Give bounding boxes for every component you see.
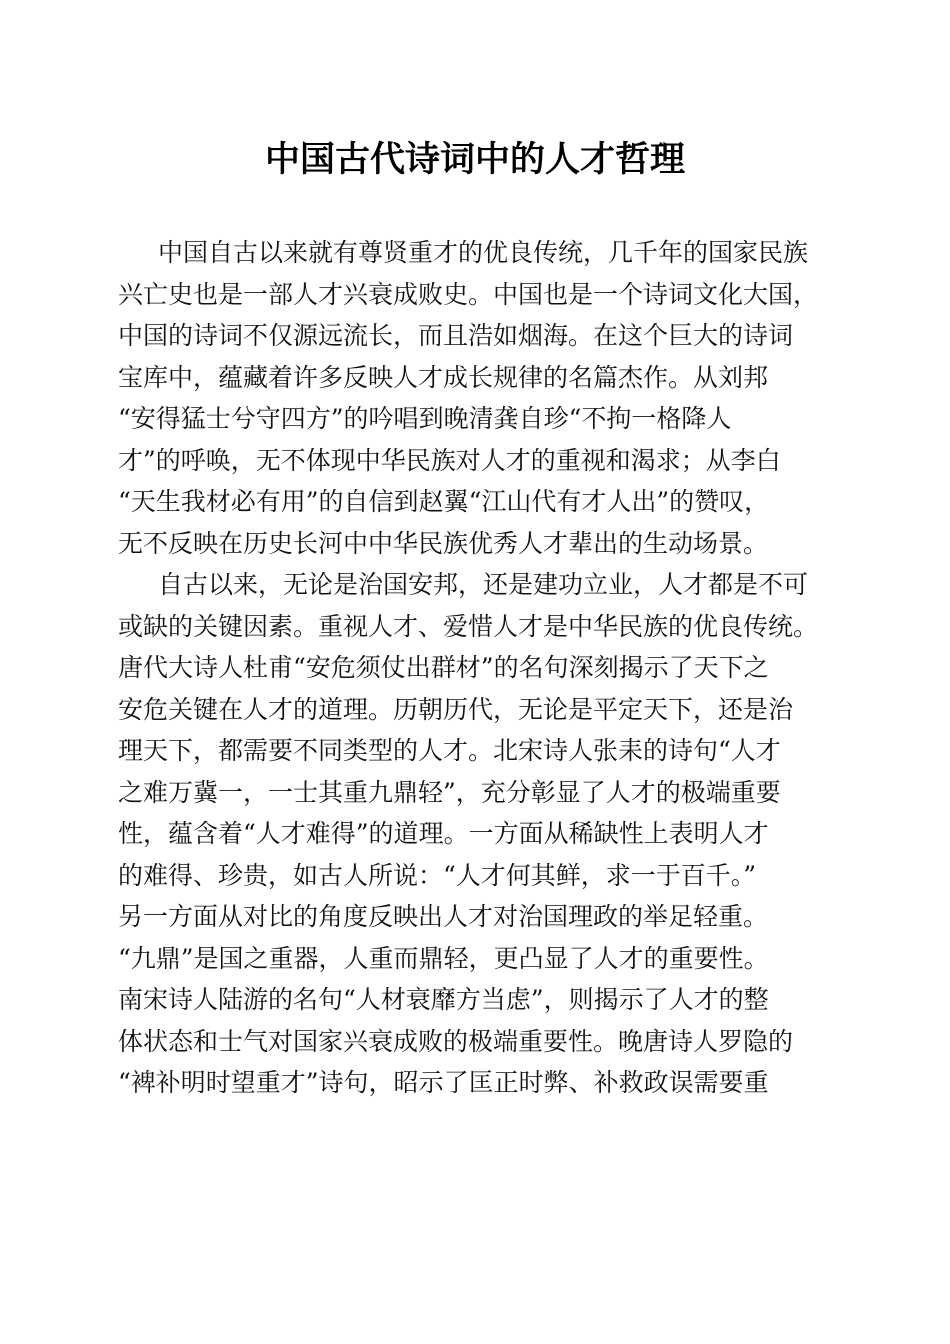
text-line: 或缺的关键因素。重视人才、爱惜人才是中华民族的优良传统。 [118,611,819,641]
text-line: 体状态和士气对国家兴衰成败的极端重要性。晚唐诗人罗隐的 [118,1026,794,1056]
text-line: 之难万冀一，一士其重九鼎轻”，充分彰显了人才的极端重要 [118,777,781,807]
text-line: “天生我材必有用”的自信到赵翼“江山代有才人出”的赞叹， [118,487,770,516]
document-body [118,232,832,1104]
text-line: 无不反映在历史长河中中华民族优秀人才辈出的生动场景。 [118,528,769,558]
document-title: 中国古代诗词中的人才哲理 [264,139,685,180]
text-line: 唐代大诗人杜甫“安危须仗出群材”的名句深刻揭示了天下之 [118,653,769,682]
text-line: 兴亡史也是一部人才兴衰成败史。中国也是一个诗词文化大国， [118,279,819,309]
text-line: 自古以来，无论是治国安邦，还是建功立业，人才都是不可 [158,570,809,599]
paragraph-1 [118,232,832,564]
text-line: 另一方面从对比的角度反映出人才对治国理政的举足轻重。 [118,902,769,931]
text-line: “裨补明时望重才”诗句，昭示了匡正时弊、补救政误需要重 [118,1068,769,1097]
text-line: 中国的诗词不仅源远流长，而且浩如烟海。在这个巨大的诗词 [118,321,794,350]
text-line: 理天下，都需要不同类型的人才。北宋诗人张耒的诗句“人才 [118,736,781,765]
text-line: 中国自古以来就有尊贤重才的优良传统，几千年的国家民族 [158,238,809,267]
text-line: 安危关键在人才的道理。历朝历代，无论是平定天下，还是治 [118,694,794,724]
text-line: 南宋诗人陆游的名句“人材衰靡方当虑”，则揭示了人才的整 [118,985,769,1014]
text-line: 才”的呼唤，无不体现中华民族对人才的重视和渴求；从李白 [118,445,781,475]
text-line: 性，蕴含着“人才难得”的道理。一方面从稀缺性上表明人才 [118,819,769,848]
text-line: 的难得、珍贵，如古人所说：“人才何其鲜，求一于百千。” [118,860,757,890]
text-line: 宝库中，蕴藏着许多反映人才成长规律的名篇杰作。从刘邦 [118,362,769,392]
paragraph-2 [118,564,832,1104]
text-line: “安得猛士兮守四方”的吟唱到晚清龚自珍“不拘一格降人 [118,404,732,433]
text-line: “九鼎”是国之重器，人重而鼎轻，更凸显了人才的重要性。 [118,943,769,973]
